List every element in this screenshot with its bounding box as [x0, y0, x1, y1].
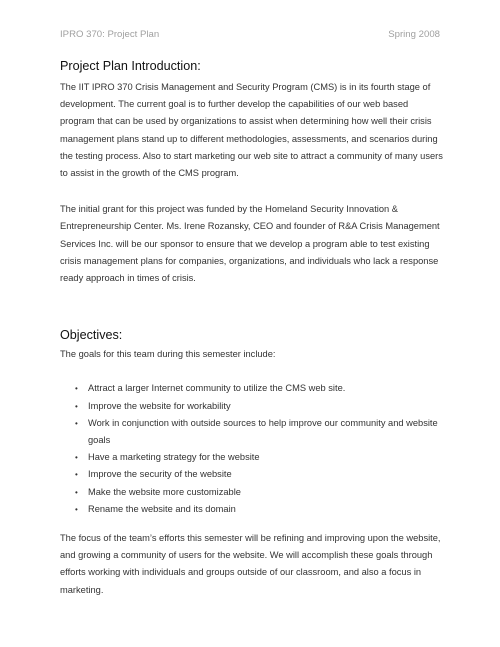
bullet-icon: • — [75, 504, 78, 514]
list-item — [60, 501, 444, 518]
closing-paragraph: The focus of the team’s efforts this semester will be refining and improving upon the website, and growing a community of users for the website. We will accomplish these goals through efforts working with individuals and groups outside of our classroom, and also a focus in marketing. — [60, 533, 441, 595]
list-item-text: Rename the website and its domain — [88, 503, 236, 514]
introduction-paragraph-2: The initial grant for this project was funded by the Homeland Security Innovation & Entrepreneurship Center. Ms. Irene Rozansky, CEO and founder of R&A Crisis Management Services Inc. will be our sponsor to ensure that we develop a program able to test existing crisis management plans for companies, organizations, and individuals who lack a response ready approach in times of crisis. — [60, 204, 440, 284]
list-item-text: Work in conjunction with outside sources to help improve our community and website goals — [88, 417, 438, 446]
header-semester: Spring 2008 — [388, 29, 440, 40]
list-item — [60, 398, 444, 415]
list-item — [60, 466, 444, 483]
objectives-intro: The goals for this team during this semester include: — [60, 349, 276, 360]
bullet-icon: • — [75, 470, 78, 480]
bullet-icon: • — [75, 384, 78, 394]
list-item — [60, 484, 444, 501]
list-item-text: Attract a larger Internet community to utilize the CMS web site. — [88, 383, 346, 394]
document-body — [60, 58, 444, 599]
bullet-icon: • — [75, 487, 78, 497]
objectives-heading: Objectives: — [60, 328, 123, 343]
bullet-icon: • — [75, 453, 78, 463]
bullet-icon: • — [75, 401, 78, 411]
header-course-title: IPRO 370: Project Plan — [60, 29, 160, 40]
list-item — [60, 449, 444, 466]
list-item-text: Improve the website for workability — [88, 400, 231, 411]
introduction-heading: Project Plan Introduction: — [60, 59, 201, 73]
list-item — [60, 415, 444, 449]
list-item-text: Improve the security of the website — [88, 469, 232, 480]
list-item-text: Have a marketing strategy for the website — [88, 452, 260, 463]
list-item — [60, 380, 444, 397]
objectives-list — [60, 380, 444, 518]
running-header — [60, 29, 440, 41]
introduction-paragraph-1: The IIT IPRO 370 Crisis Management and Security Program (CMS) is in its fourth stage of development. The current goal is to further develop the capabilities of our web based program that can be used by organizations to assist when determining how well their crisis management plans stand up to different methodologies, assessments, and scenarios during the testing process. Also to start marketing our web site to attract a community of many users to assist in the growth of the CMS program. — [60, 82, 443, 179]
bullet-icon: • — [75, 418, 78, 428]
list-item-text: Make the website more customizable — [88, 486, 241, 497]
